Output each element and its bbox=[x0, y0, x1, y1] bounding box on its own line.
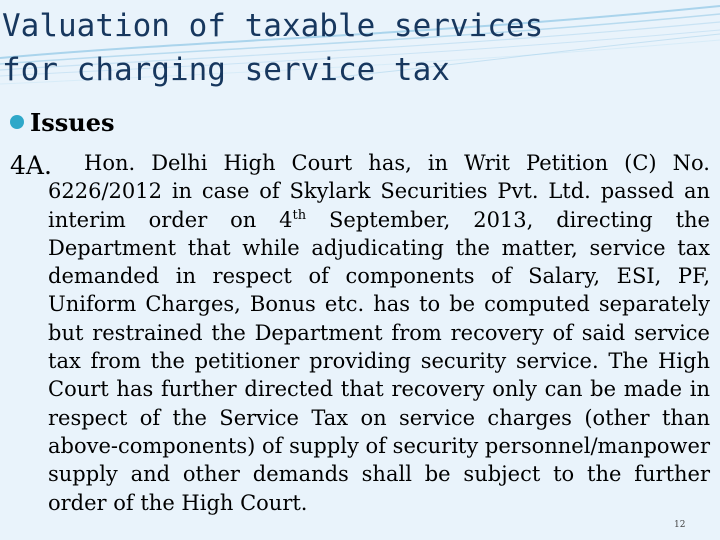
slide-title: Valuation of taxable services for charging service tax bbox=[2, 8, 544, 88]
bullet-dot-icon bbox=[10, 115, 24, 129]
paragraph-text-part2: September, 2013, directing the Department that while adjudicating the matter, service tax demanded in respect of components of Salary, ESI, PF, Uniform Charges, Bonus etc. has to be computed separately but restrained the Department from recovery of said service tax from the petitioner providing security service. The High Court has further directed that recovery only can be made in respect of the Service Tax on service charges (other than above-components) of supply of security personnel/manpower supply and other demands shall be subject to the further order of the High Court. bbox=[48, 207, 710, 515]
paragraph-text bbox=[48, 149, 710, 517]
paragraph-text-part1: Hon. Delhi High Court has, in Writ Petition (C) No. 6226/2012 in case of Skylark Securities Pvt. Ltd. passed an interim order on 4 bbox=[48, 151, 710, 232]
bullet-label: Issues bbox=[30, 107, 115, 137]
paragraph bbox=[10, 149, 710, 517]
page-number: 12 bbox=[674, 520, 686, 530]
paragraph-number: 4A. bbox=[10, 151, 52, 180]
ordinal-superscript: th bbox=[292, 207, 307, 223]
bullet-item bbox=[10, 108, 114, 136]
